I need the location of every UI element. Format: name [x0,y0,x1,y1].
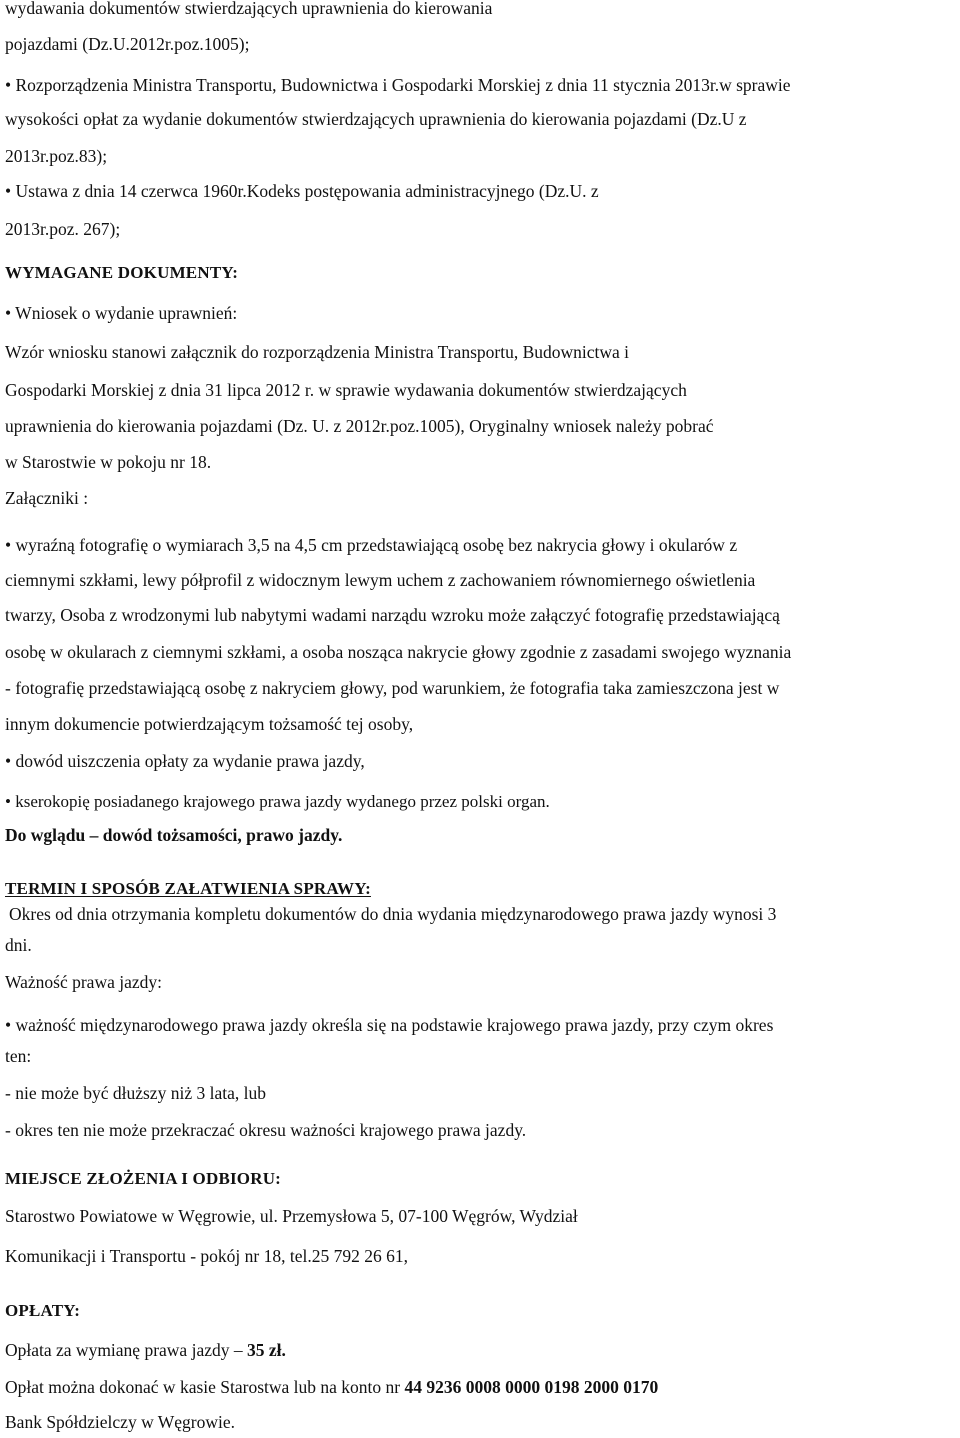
attachment-line: - fotografię przedstawiającą osobę z nakryciem głowy, pod warunkiem, że fotografia taka zamieszczona jest w [5,678,780,698]
validity-label: Ważność prawa jazdy: [5,972,162,992]
deadline-line: Okres od dnia otrzymania kompletu dokumentów do dnia wydania międzynarodowego prawa jazdy wynosi 3 [9,904,777,924]
deadline-line: dni. [5,935,32,955]
deadline-line: • ważność międzynarodowego prawa jazdy określa się na podstawie krajowego prawa jazdy, przy czym okres [5,1015,774,1035]
legal-basis-line: wysokości opłat za wydanie dokumentów stwierdzających uprawnienia do kierowania pojazdami (Dz.U z [5,109,747,129]
legal-basis-line: 2013r.poz. 267); [5,219,121,239]
legal-basis-line: • Rozporządzenia Ministra Transportu, Budownictwa i Gospodarki Morskiej z dnia 11 stycznia 2013r.w sprawie [5,75,791,95]
legal-basis-line: • Ustawa z dnia 14 czerwca 1960r.Kodeks postępowania administracyjnego (Dz.U. z [5,181,599,201]
fee-line [5,1339,286,1361]
deadline-heading: TERMIN I SPOSÓB ZAŁATWIENIA SPRAWY: [5,879,371,898]
deadline-line: - okres ten nie może przekraczać okresu ważności krajowego prawa jazdy. [5,1120,527,1140]
required-documents-line: uprawnienia do kierowania pojazdami (Dz. U. z 2012r.poz.1005), Oryginalny wniosek należy pobrać [5,416,714,436]
attachment-line: • dowód uiszczenia opłaty za wydanie prawa jazdy, [5,751,365,771]
legal-basis-line: pojazdami (Dz.U.2012r.poz.1005); [5,34,250,54]
fee-label: Opłata za wymianę prawa jazdy – [5,1340,243,1360]
legal-basis-line: wydawania dokumentów stwierdzających uprawnienia do kierowania [5,0,493,18]
payment-line [5,1376,658,1398]
required-documents-line: w Starostwie w pokoju nr 18. [5,452,212,472]
attachment-line: osobę w okularach z ciemnymi szkłami, a osoba nosząca nakrycie głowy zgodnie z zasadami swojego wyznania [5,642,792,662]
deadline-line: ten: [5,1046,32,1066]
inspection-note: Do wglądu – dowód tożsamości, prawo jazdy. [5,825,343,845]
place-heading: MIEJSCE ZŁOŻENIA I ODBIORU: [5,1169,282,1188]
attachment-line: • kserokopię posiadanego krajowego prawa jazdy wydanego przez polski organ. [5,792,550,811]
attachments-label: Załączniki : [5,488,89,508]
place-line: Komunikacji i Transportu - pokój nr 18, tel.25 792 26 61, [5,1246,408,1266]
payment-label: Opłat można dokonać w kasie Starostwa lub na konto nr [5,1377,401,1397]
deadline-line: - nie może być dłuższy niż 3 lata, lub [5,1083,266,1103]
required-documents-heading: WYMAGANE DOKUMENTY: [5,263,239,282]
attachment-line: twarzy, Osoba z wrodzonymi lub nabytymi wadami narządu wzroku może załączyć fotografię przedstawiającą [5,605,780,625]
account-number: 44 9236 0008 0000 0198 2000 0170 [404,1377,659,1397]
attachment-line: innym dokumencie potwierdzającym tożsamość tej osoby, [5,714,414,734]
required-documents-line: • Wniosek o wydanie uprawnień: [5,303,238,323]
fee-amount: 35 zł. [246,1340,286,1360]
place-line: Starostwo Powiatowe w Węgrowie, ul. Przemysłowa 5, 07-100 Węgrów, Wydział [5,1206,578,1226]
attachment-line: ciemnymi szkłami, lewy półprofil z widocznym lewym uchem z zachowaniem równomiernego oświetlenia [5,570,756,590]
required-documents-line: Gospodarki Morskiej z dnia 31 lipca 2012 r. w sprawie wydawania dokumentów stwierdzających [5,380,687,400]
required-documents-line: Wzór wniosku stanowi załącznik do rozporządzenia Ministra Transportu, Budownictwa i [5,342,630,362]
legal-basis-line: 2013r.poz.83); [5,146,108,166]
attachment-line: • wyraźną fotografię o wymiarach 3,5 na 4,5 cm przedstawiającą osobę bez nakrycia głowy i okularów z [5,535,738,555]
bank-name: Bank Spółdzielczy w Węgrowie. [5,1412,236,1432]
fees-heading: OPŁATY: [5,1301,81,1320]
